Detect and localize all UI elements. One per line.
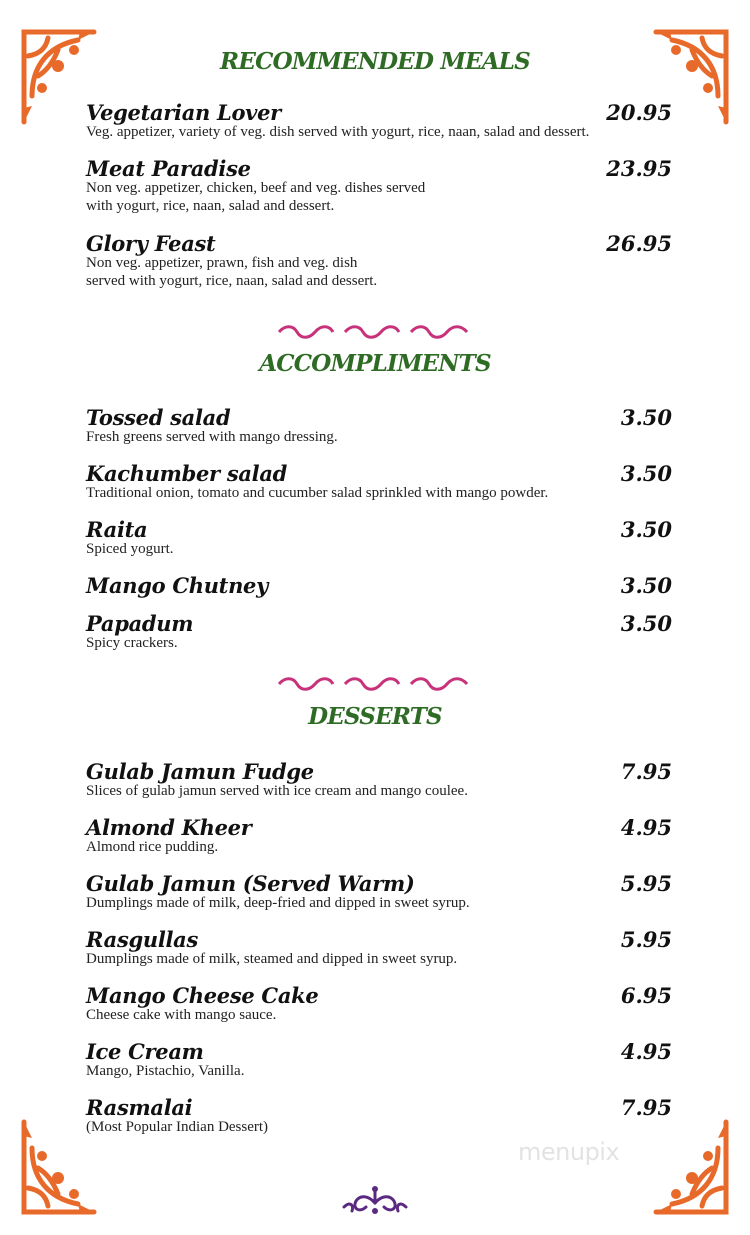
item-name: Rasgullas	[86, 927, 199, 952]
item-description: Mango, Pistachio, Vanilla.	[86, 1063, 245, 1079]
item-description: Dumplings made of milk, steamed and dipped in sweet syrup.	[86, 951, 458, 967]
item-description: Slices of gulab jamun served with ice cream and mango coulee.	[86, 783, 468, 799]
section-title-accompliments: ACCOMPLIMENTS	[259, 350, 491, 377]
item-price: 4.95	[620, 815, 672, 840]
item-price: 5.95	[620, 927, 672, 952]
watermark: menupix	[518, 1138, 620, 1166]
section-title-desserts: DESSERTS	[308, 703, 442, 730]
swirl-divider-icon	[275, 677, 475, 691]
item-name: Mango Cheese Cake	[86, 983, 319, 1008]
item-price: 4.95	[620, 1039, 672, 1064]
item-name: Raita	[86, 517, 148, 542]
menu-item	[86, 984, 676, 1024]
item-name: Mango Chutney	[86, 573, 269, 598]
item-name: Gulab Jamun (Served Warm)	[86, 871, 415, 896]
item-description: Traditional onion, tomato and cucumber salad sprinkled with mango powder.	[86, 485, 549, 501]
item-name: Tossed salad	[86, 405, 231, 430]
item-price: 26.95	[606, 231, 672, 256]
menu-item	[86, 872, 676, 912]
item-description: Spicy crackers.	[86, 635, 178, 651]
item-description: Cheese cake with mango sauce.	[86, 1007, 277, 1023]
item-price: 3.50	[620, 517, 672, 542]
item-description: (Most Popular Indian Dessert)	[86, 1119, 269, 1135]
menu-item	[86, 1096, 676, 1136]
menu-item	[86, 157, 676, 215]
item-name: Glory Feast	[86, 231, 216, 256]
item-name: Kachumber salad	[86, 461, 288, 486]
menu-item	[86, 518, 676, 558]
item-description: Fresh greens served with mango dressing.	[86, 429, 338, 445]
item-price: 5.95	[620, 871, 672, 896]
item-price: 23.95	[606, 156, 672, 181]
item-description: Non veg. appetizer, prawn, fish and veg. dish served with yogurt, rice, naan, salad and dessert.	[86, 255, 378, 289]
menu-item	[86, 574, 676, 598]
menu-item	[86, 406, 676, 446]
menu-item	[86, 760, 676, 800]
item-description: Almond rice pudding.	[86, 839, 219, 855]
menu-item	[86, 816, 676, 856]
item-price: 7.95	[620, 1095, 672, 1120]
item-name: Vegetarian Lover	[86, 100, 281, 125]
menu-item	[86, 101, 676, 141]
floral-ornament-icon	[340, 1185, 410, 1217]
swirl-divider-icon	[275, 325, 475, 339]
item-description: Veg. appetizer, variety of veg. dish served with yogurt, rice, naan, salad and dessert.	[86, 124, 590, 140]
item-name: Ice Cream	[86, 1039, 204, 1064]
item-name: Almond Kheer	[86, 815, 252, 840]
item-description: Spiced yogurt.	[86, 541, 174, 557]
item-price: 3.50	[620, 573, 672, 598]
item-name: Gulab Jamun Fudge	[86, 759, 314, 784]
item-price: 6.95	[620, 983, 672, 1008]
section-title-recommended: RECOMMENDED MEALS	[220, 48, 530, 75]
item-price: 7.95	[620, 759, 672, 784]
menu-item	[86, 612, 676, 652]
menu-item	[86, 1040, 676, 1080]
item-name: Meat Paradise	[86, 156, 251, 181]
item-description: Non veg. appetizer, chicken, beef and veg. dishes served with yogurt, rice, naan, salad and dessert.	[86, 180, 426, 214]
item-price: 3.50	[620, 405, 672, 430]
menu-item	[86, 462, 676, 502]
item-name: Rasmalai	[86, 1095, 193, 1120]
item-name: Papadum	[86, 611, 194, 636]
menu-item	[86, 928, 676, 968]
item-price: 3.50	[620, 461, 672, 486]
item-price: 20.95	[606, 100, 672, 125]
item-price: 3.50	[620, 611, 672, 636]
menu-item	[86, 232, 676, 290]
item-description: Dumplings made of milk, deep-fried and dipped in sweet syrup.	[86, 895, 470, 911]
